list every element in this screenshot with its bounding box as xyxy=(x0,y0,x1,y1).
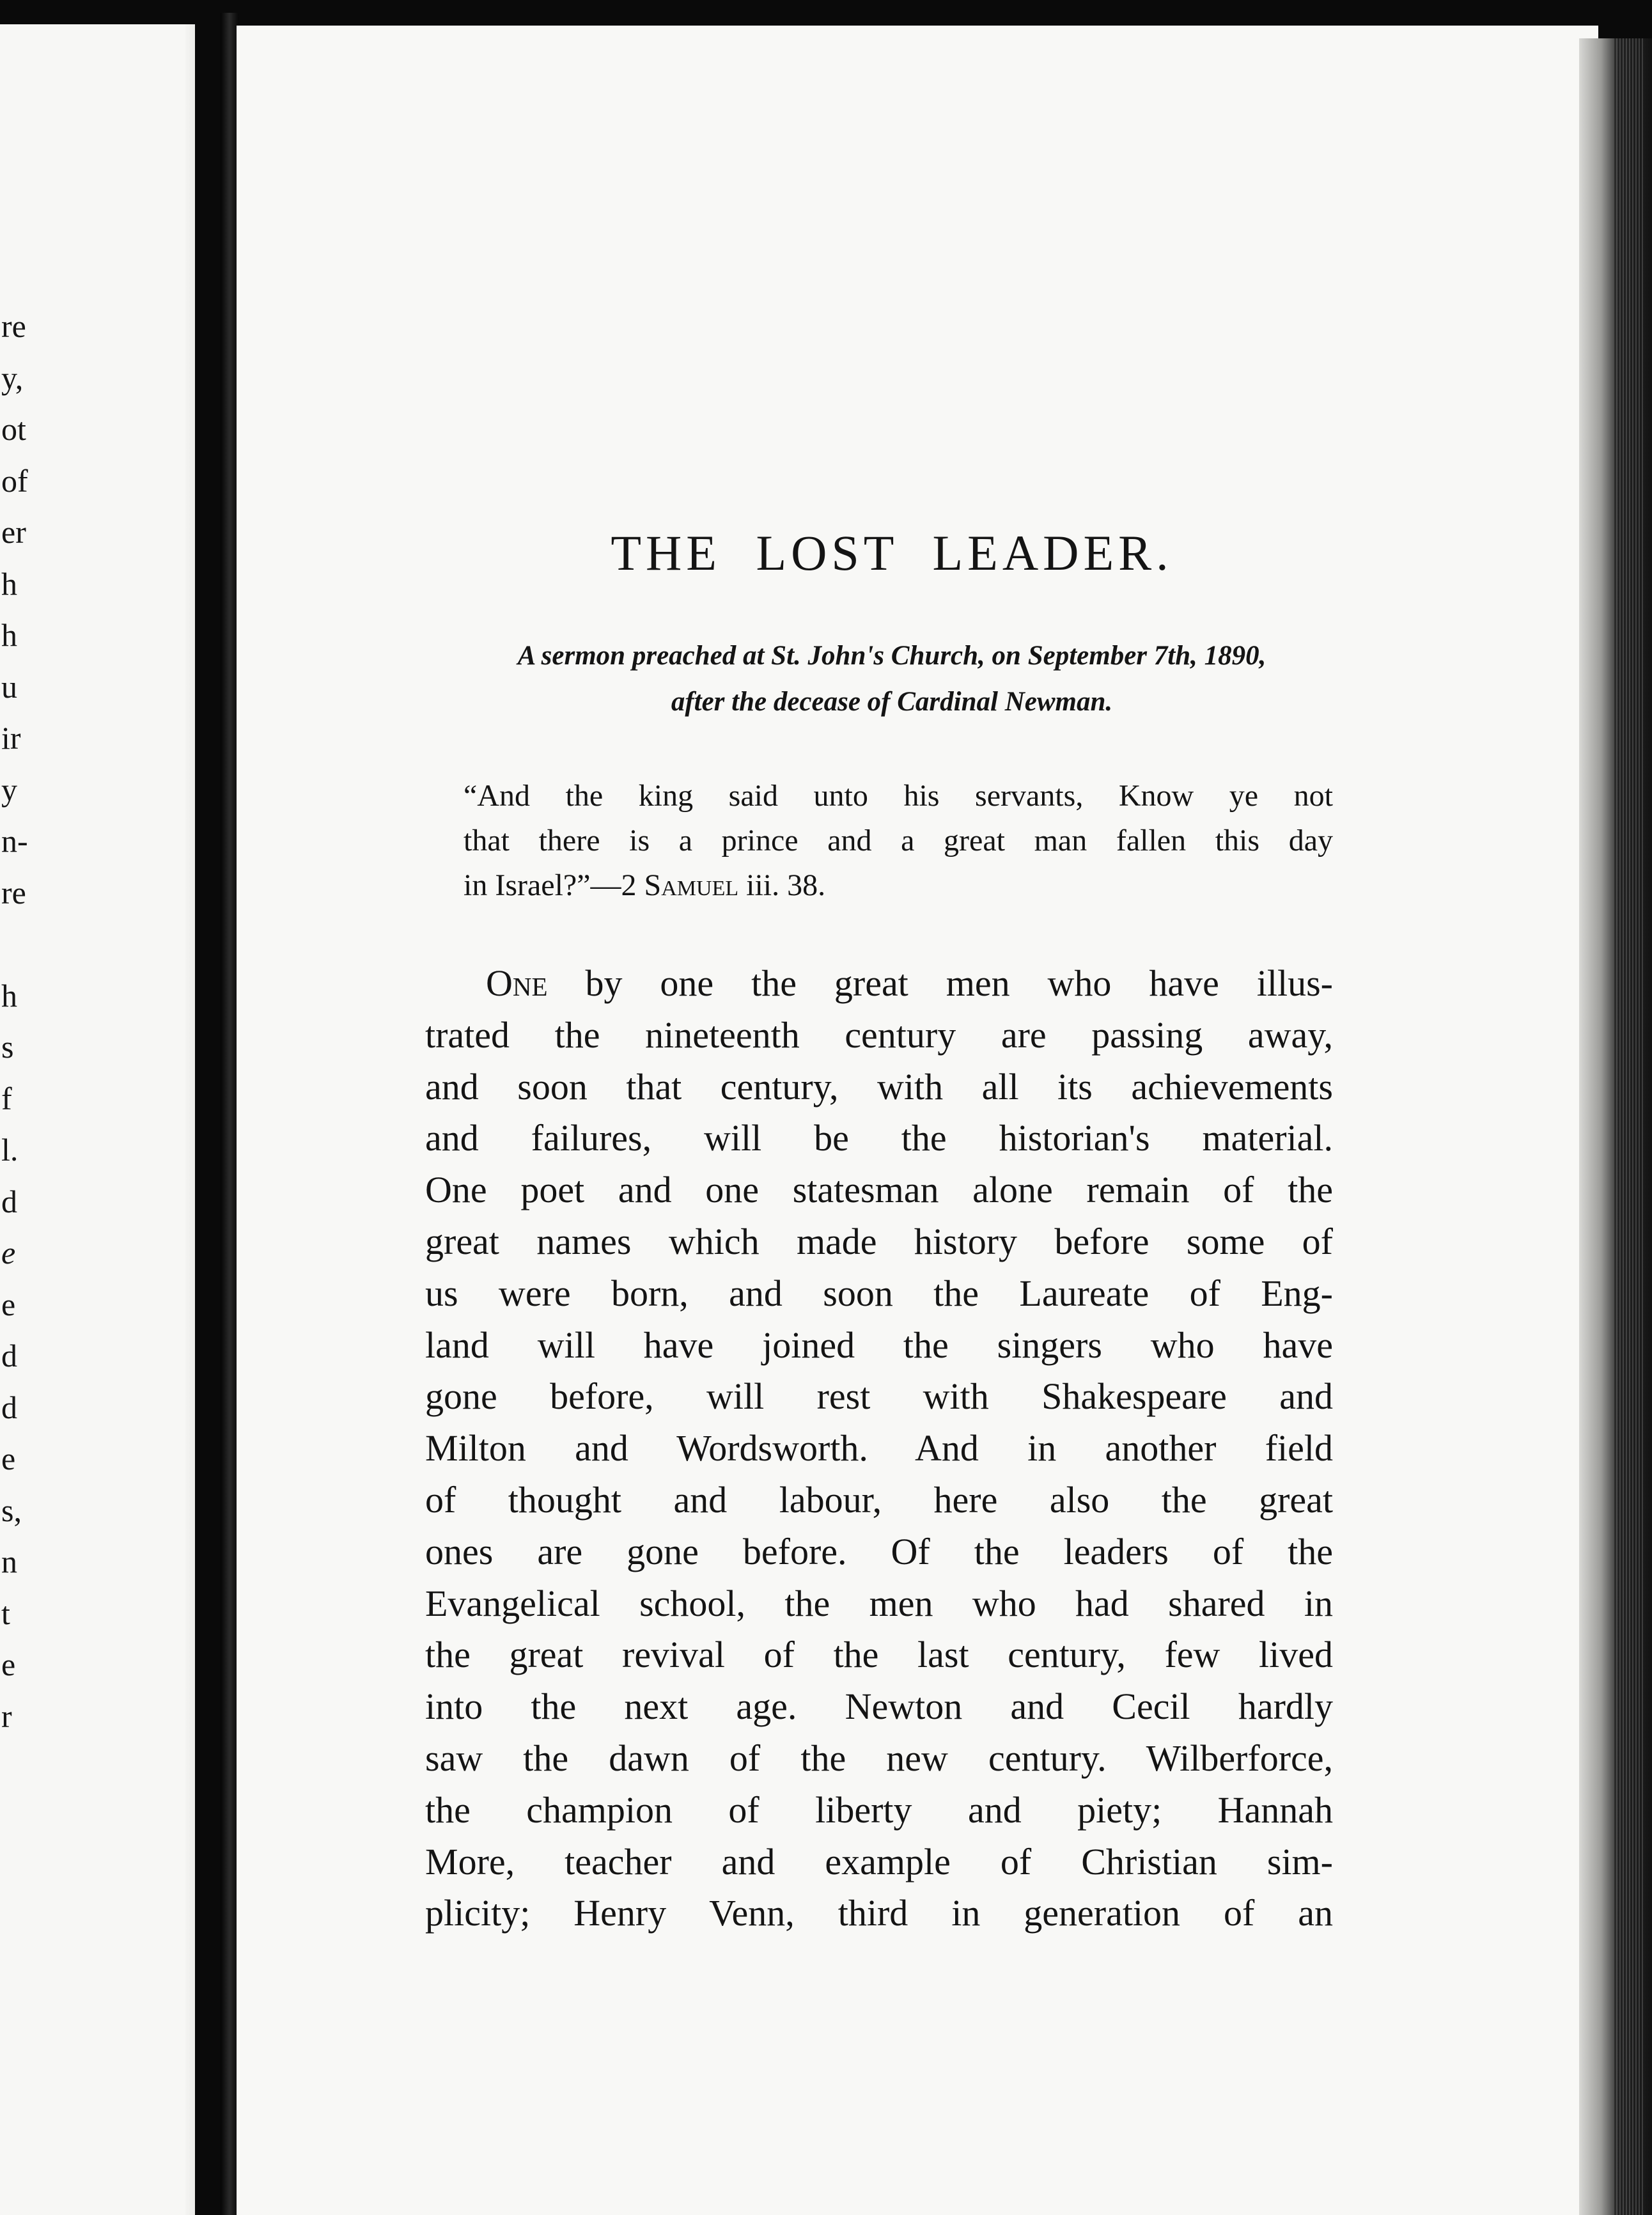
left-fragment: h xyxy=(1,565,17,602)
body-line: the great revival of the last century, few lived xyxy=(425,1634,1333,1676)
sermon-body xyxy=(425,958,1333,1939)
body-line: great names which made history before some of xyxy=(425,1220,1333,1262)
left-fragment: t xyxy=(1,1595,10,1631)
page-content xyxy=(425,524,1333,1939)
left-fragment: r xyxy=(1,1698,12,1734)
chapter-title: THE LOST LEADER. xyxy=(611,525,1173,581)
subtitle-line: after the decease of Cardinal Newman. xyxy=(671,687,1113,717)
body-line: saw the dawn of the new century. Wilberforce, xyxy=(425,1737,1333,1779)
body-line: Milton and Wordsworth. And in another field xyxy=(425,1427,1333,1469)
left-fragment: re xyxy=(1,308,26,344)
left-fragment: e xyxy=(1,1286,16,1322)
left-fragment: u xyxy=(1,668,17,705)
left-fragment: l. xyxy=(1,1132,19,1168)
left-fragment: e xyxy=(1,1235,16,1271)
body-line: ones are gone before. Of the leaders of the xyxy=(425,1530,1333,1572)
epigraph-line: in Israel?”—2 xyxy=(464,868,637,902)
body-line: land will have joined the singers who have xyxy=(425,1324,1333,1366)
body-line: us were born, and soon the Laureate of Eng- xyxy=(425,1272,1333,1314)
epigraph-line: “And the king said unto his servants, Know ye not xyxy=(464,779,1333,813)
body-line: into the next age. Newton and Cecil hardly xyxy=(425,1686,1333,1728)
epigraph-line-reference xyxy=(464,863,1333,908)
left-fragment: ir xyxy=(1,720,21,756)
subtitle-line: A sermon preached at St. John's Church, on September 7th, 1890, xyxy=(517,641,1266,671)
left-fragment: h xyxy=(1,977,17,1014)
page-edge-stripes xyxy=(1614,38,1643,2215)
epigraph-line: that there is a prince and a great man fallen this day xyxy=(464,824,1333,857)
left-fragment: ot xyxy=(1,411,26,447)
sermon-subtitle xyxy=(425,633,1333,725)
epigraph-reference-book: Samuel xyxy=(644,868,739,902)
left-fragment: d xyxy=(1,1389,17,1425)
epigraph-reference-chapter: iii. 38. xyxy=(746,868,826,902)
left-fragment: h xyxy=(1,617,17,653)
left-fragment: re xyxy=(1,874,26,911)
left-fragment: s xyxy=(1,1029,14,1065)
body-line: Evangelical school, the men who had shared in xyxy=(425,1582,1333,1624)
epigraph-quote xyxy=(425,774,1333,908)
left-fragment: y, xyxy=(1,359,24,396)
body-line: by one the great men who have illus- xyxy=(585,962,1333,1004)
body-line: and failures, will be the historian's material. xyxy=(425,1117,1333,1159)
body-line-first xyxy=(425,958,1333,1010)
left-fragment: y xyxy=(1,771,17,808)
body-line: More, teacher and example of Christian sim- xyxy=(425,1840,1333,1882)
left-fragment: e xyxy=(1,1647,16,1682)
body-line: of thought and labour, here also the great xyxy=(425,1478,1333,1521)
left-fragment: f xyxy=(1,1080,12,1116)
gutter-binding xyxy=(221,13,238,2215)
left-fragment: n xyxy=(1,1544,17,1579)
body-line: One poet and one statesman alone remain of the xyxy=(425,1169,1333,1211)
left-fragment: d xyxy=(1,1338,17,1374)
body-line: trated the nineteenth century are passing away, xyxy=(425,1014,1333,1056)
left-fragment: s, xyxy=(1,1492,22,1528)
left-fragment xyxy=(0,918,38,970)
left-fragment: d xyxy=(1,1183,17,1219)
left-fragment: er xyxy=(1,514,26,550)
body-line: and soon that century, with all its achievements xyxy=(425,1065,1333,1108)
body-line: gone before, will rest with Shakespeare and xyxy=(425,1375,1333,1418)
left-fragment: of xyxy=(1,462,28,499)
left-fragment: n- xyxy=(1,823,28,859)
body-line: the champion of liberty and piety; Hannah xyxy=(425,1788,1333,1831)
opening-word: One xyxy=(486,962,548,1004)
left-fragment: e xyxy=(1,1441,16,1476)
body-line: plicity; Henry Venn, third in generation of an xyxy=(425,1892,1333,1934)
left-page-text-fragments xyxy=(0,301,38,1742)
